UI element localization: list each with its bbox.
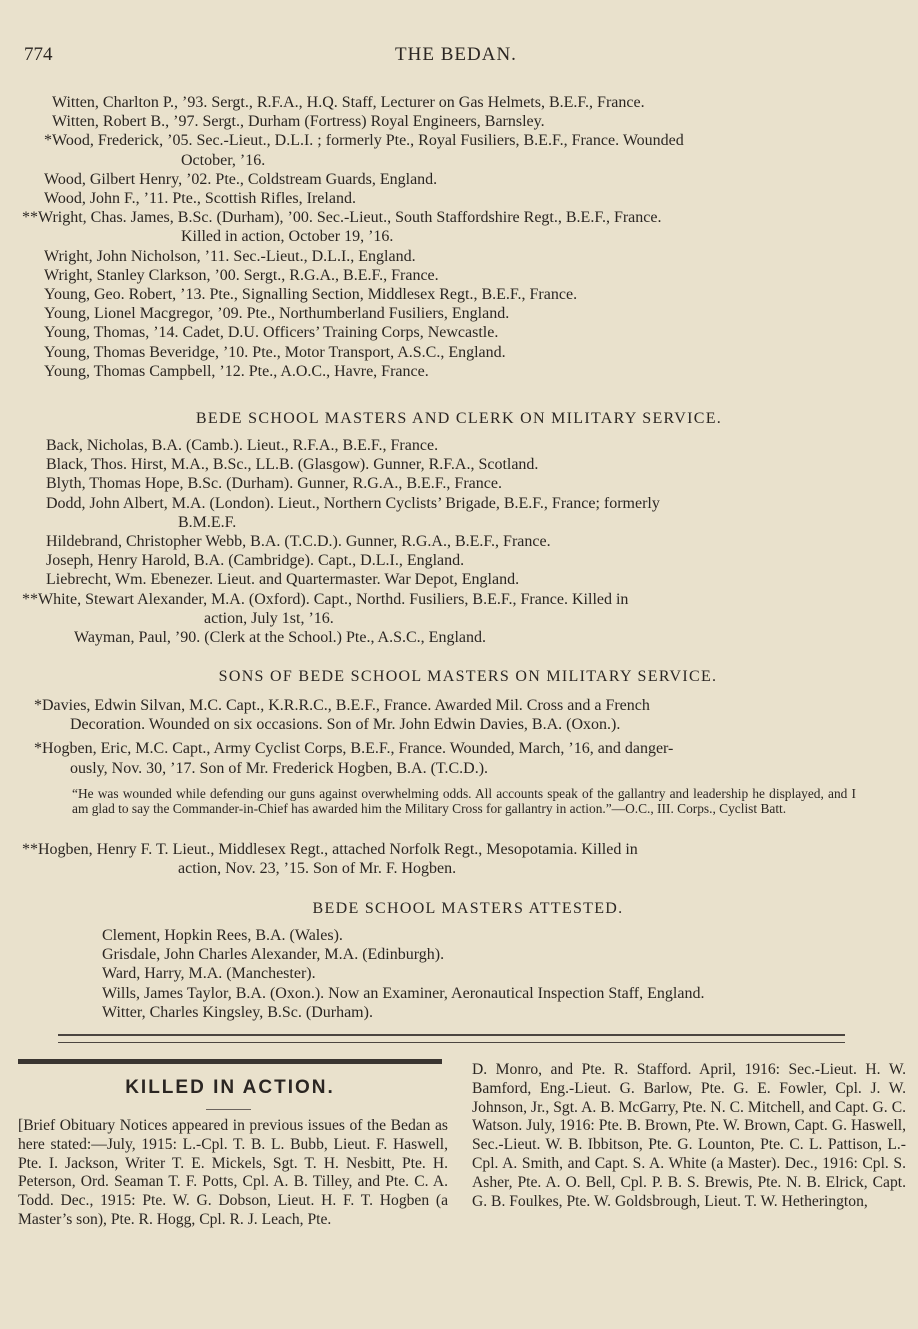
list-item <box>44 93 902 112</box>
list-item: Grisdale, John Charles Alexander, M.A. (Edinburgh). <box>102 946 445 964</box>
entry-name: Young, Geo. Robert, ’13. <box>44 286 206 304</box>
list-item <box>46 551 898 570</box>
entry-name: Wood, John F., ’11. <box>44 190 169 208</box>
entry-name: Young, Lionel Macgregor, ’09. <box>44 305 243 323</box>
entry-name: Witten, Charlton P., ’93. <box>52 94 208 111</box>
entry-detail: Sec.-Lieut., South Staffordshire Regt., B.E.F., France. <box>316 209 662 227</box>
list-item <box>44 304 902 323</box>
list-item <box>44 323 902 342</box>
entry-name: Hildebrand, Christopher Webb, B.A. (T.C.D.). <box>46 533 342 551</box>
list-item <box>44 343 902 362</box>
entry-detail: Sec.-Lieut., D.L.I., England. <box>233 247 416 265</box>
entry-name: **Wright, Chas. James, B.Sc. (Durham), ’00. <box>22 209 313 227</box>
list-item <box>44 112 902 131</box>
entry-name: **White, Stewart Alexander, M.A. (Oxford). <box>22 590 310 608</box>
entry-detail: Sergt., R.G.A., B.E.F., France. <box>243 266 439 284</box>
entry-name: Wright, Stanley Clarkson, ’00. <box>44 266 240 284</box>
section-heading-masters: BEDE SCHOOL MASTERS AND CLERK ON MILITARY SERVICE. <box>195 410 723 427</box>
list-item <box>34 739 896 758</box>
entry-detail: Pte., Northumberland Fusiliers, England. <box>246 305 510 323</box>
entry-name: Witten, Robert B., ’97. <box>52 113 199 131</box>
section-heading-attested: BEDE SCHOOL MASTERS ATTESTED. <box>312 900 624 917</box>
entry-continuation: action, Nov. 23, ’15. Son of Mr. F. Hogben. <box>178 860 457 878</box>
list-item <box>34 696 896 715</box>
list-item: Wills, James Taylor, B.A. (Oxon.). Now an Examiner, Aeronautical Inspection Staff, England. <box>102 984 705 1002</box>
list-item <box>22 208 902 227</box>
entry-detail: Sec.-Lieut., D.L.I. ; formerly Pte., Royal Fusiliers, B.E.F., France. Wounded <box>196 132 684 150</box>
entry-continuation: B.M.E.F. <box>178 513 237 531</box>
continued-list <box>22 93 902 381</box>
entry-detail: (Clerk at the School.) Pte., A.S.C., England. <box>204 629 486 647</box>
entry-name: Liebrecht, Wm. Ebenezer. <box>46 571 214 589</box>
entry-name: Young, Thomas Campbell, ’12. <box>44 362 245 380</box>
heading-rule <box>18 1059 442 1064</box>
entry-name: Wood, Gilbert Henry, ’02. <box>44 170 212 188</box>
obituary-column-left: [Brief Obituary Notices appeared in previous issues of the Bedan as here stated:—July, 1915: L.-Cpl. T. B. L. Bubb, Lieut. F. Haswell, Pte. I. Jackson, Writer T. E. Mickels, Sgt. T. H. Nesbitt, Pte. H. Peterson, Ord. Seaman T. F. Potts, Cpl. A. B. Tilley, and Pte. C. A. Todd. Dec., 1915: Pte. W. G. Dobson, Lieut. H. F. T. Hogben (a Master’s son), Pte. R. Hogg, Cpl. R. J. Leach, Pte. <box>18 1117 448 1228</box>
list-item <box>46 436 898 455</box>
entry-detail: Lieut., R.F.A., B.E.F., France. <box>246 437 439 454</box>
page-header <box>24 44 888 68</box>
entry-continuation: Killed in action, October 19, ’16. <box>181 228 394 246</box>
running-title: THE BEDAN. <box>395 44 517 65</box>
attested-list <box>102 926 902 1022</box>
entry-detail: Capt., D.L.I., England. <box>317 552 465 570</box>
list-item <box>44 285 902 304</box>
section-divider <box>58 1034 845 1043</box>
entry-name: *Hogben, Eric, M.C. <box>34 740 169 758</box>
entry-name: Dodd, John Albert, M.A. (London). <box>46 494 274 512</box>
entry-name: Wright, John Nicholson, ’11. <box>44 247 230 265</box>
entry-detail: Gunner, R.G.A., B.E.F., France. <box>297 475 502 493</box>
entry-name: Joseph, Henry Harold, B.A. (Cambridge). <box>46 552 314 570</box>
entry-detail: Capt., Northd. Fusiliers, B.E.F., France. Killed in <box>313 590 629 608</box>
list-item <box>46 474 898 493</box>
short-divider <box>206 1109 251 1110</box>
section-heading-sons: SONS OF BEDE SCHOOL MASTERS ON MILITARY SERVICE. <box>218 668 718 685</box>
obituary-column-right: D. Monro, and Pte. R. Stafford. April, 1916: Sec.-Lieut. H. W. Bamford, Eng.-Lieut. G. Barlow, Pte. G. E. Fowler, Cpl. J. W. Johnson, Jr., Sgt. A. B. McGarry, Pte. N. C. Mitchell, and Capt. G. C. Watson. July, 1916: Pte. B. Brown, Pte. W. Brown, Capt. G. Haswell, Sec.-Lieut. W. B. Ibbitson, Pte. G. Lounton, Pte. C. L. Pattison, L.-Cpl. A. Smith, and Capt. S. A. White (a Master). Dec., 1916: Cpl. S. Asher, Pte. A. O. Bell, Cpl. P. B. S. Brewis, Pte. N. B. Elrick, Capt. G. B. Foulkes, Pte. W. Goldsbrough, Lieut. T. W. Hetherington, <box>472 1061 906 1210</box>
list-item <box>44 247 902 266</box>
list-item <box>46 628 898 647</box>
entry-detail: Sergt., Durham (Fortress) Royal Engineers, Barnsley. <box>202 113 545 131</box>
entry-continuation: action, July 1st, ’16. <box>204 609 334 627</box>
list-item: Ward, Harry, M.A. (Manchester). <box>102 965 316 983</box>
entry-name: Young, Thomas, ’14. <box>44 324 179 342</box>
entry-detail: Lieut., Middlesex Regt., attached Norfolk Regt., Mesopotamia. Killed in <box>172 841 638 858</box>
list-item: Clement, Hopkin Rees, B.A. (Wales). <box>102 927 343 944</box>
killed-in-action-title: KILLED IN ACTION. <box>125 1077 335 1098</box>
sons-list <box>34 696 896 778</box>
masters-list <box>22 436 898 647</box>
list-item <box>44 170 902 189</box>
entry-name: *Davies, Edwin Silvan, M.C. <box>34 697 222 714</box>
entry-detail: Pte., Signalling Section, Middlesex Regt., B.E.F., France. <box>209 286 578 304</box>
entry-name: Blyth, Thomas Hope, B.Sc. (Durham). <box>46 475 294 493</box>
list-item <box>46 494 898 513</box>
entry-detail: Gunner, R.F.A., Scotland. <box>373 456 539 474</box>
entry-continuation: ously, Nov. 30, ’17. Son of Mr. Frederick Hogben, B.A. (T.C.D.). <box>70 759 489 777</box>
entry-detail: Capt., K.R.R.C., B.E.F., France. Awarded Mil. Cross and a French <box>226 697 650 714</box>
entry-name: Wayman, Paul, ’90. <box>74 629 201 647</box>
list-item <box>22 590 898 609</box>
entry-detail: Cadet, D.U. Officers’ Training Corps, Newcastle. <box>182 324 499 342</box>
entry-name: Back, Nicholas, B.A. (Camb.). <box>46 437 243 454</box>
list-item <box>22 840 896 859</box>
citation-quote: “He was wounded while defending our guns against overwhelming odds. All accounts speak of the gallantry and leadership he displayed, and I am glad to say the Commander-in-Chief has awarded him the Military Cross for gallantry in action.”—O.C., III. Corps., Cyclist Batt. <box>72 786 856 816</box>
list-item <box>44 189 902 208</box>
entry-name: Young, Thomas Beveridge, ’10. <box>44 343 249 361</box>
entry-detail: Lieut. and Quartermaster. War Depot, England. <box>217 571 520 589</box>
list-item: Witter, Charles Kingsley, B.Sc. (Durham). <box>102 1003 373 1021</box>
entry-name: **Hogben, Henry F. T. <box>22 841 169 858</box>
entry-continuation: October, ’16. <box>181 151 266 169</box>
list-item <box>44 266 902 285</box>
list-item <box>46 455 898 474</box>
entry-continuation: Decoration. Wounded on six occasions. Son of Mr. John Edwin Davies, B.A. (Oxon.). <box>70 716 621 734</box>
page-number: 774 <box>24 44 53 65</box>
list-item <box>46 570 898 589</box>
entry-detail: Pte., Coldstream Guards, England. <box>215 170 438 188</box>
entry-detail: Lieut., Northern Cyclists’ Brigade, B.E.F., France; formerly <box>277 494 660 512</box>
entry-detail: Capt., Army Cyclist Corps, B.E.F., France. Wounded, March, ’16, and danger- <box>172 740 674 758</box>
entry-name: Black, Thos. Hirst, M.A., B.Sc., LL.B. (Glasgow). <box>46 456 370 474</box>
entry-detail: Gunner, R.G.A., B.E.F., France. <box>345 533 551 551</box>
list-item <box>46 532 898 551</box>
entry-detail: Sergt., R.F.A., H.Q. Staff, Lecturer on Gas Helmets, B.E.F., France. <box>211 94 645 111</box>
entry-detail: Pte., A.O.C., Havre, France. <box>248 362 429 380</box>
entry-name: *Wood, Frederick, ’05. <box>44 132 193 150</box>
entry-detail: Pte., Motor Transport, A.S.C., England. <box>252 343 506 361</box>
entry-detail: Pte., Scottish Rifles, Ireland. <box>172 190 356 208</box>
sons-list-continued <box>22 840 896 878</box>
list-item <box>44 131 902 150</box>
list-item <box>44 362 902 381</box>
